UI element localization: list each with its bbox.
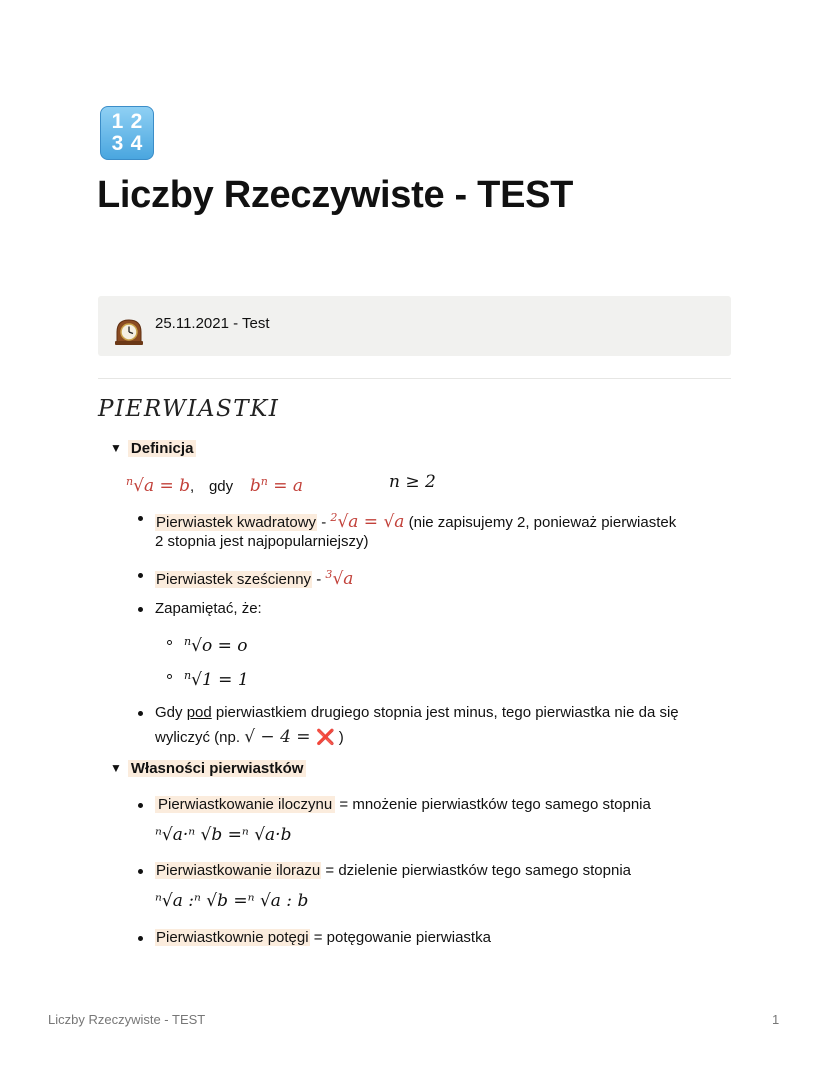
toggle-expanded-icon[interactable]: ▼ [110, 761, 122, 775]
sub-bullet [167, 640, 172, 645]
toggle-label: Własności pierwiastków [128, 760, 307, 777]
list-item: Pierwiastkowanie ilorazu = dzielenie pierwiastków tego samego stopnia [156, 862, 632, 879]
list-item: Pierwiastkowanie iloczynu = mnożenie pierwiastków tego samego stopnia [155, 793, 651, 817]
definition-formula [126, 470, 303, 499]
formula: ⁿ√a·ⁿ √b =ⁿ √a·b [155, 825, 292, 845]
toggle-expanded-icon[interactable]: ▼ [110, 441, 122, 455]
cross-mark-icon: ❌ [315, 728, 335, 746]
section-heading: PIERWIASTKI [98, 396, 280, 422]
sub-list-item: $^n$√o = o [184, 635, 248, 657]
math-inline: $^3$√a [325, 568, 354, 590]
math-range: n ≥ 2 [389, 472, 436, 492]
toggle-label: Definicja [128, 440, 197, 457]
date-callout [98, 296, 731, 356]
bullet [138, 573, 143, 578]
toggle-wlasnosci[interactable] [110, 760, 306, 777]
bullet [138, 803, 143, 808]
bullet [138, 869, 143, 874]
highlighted-term: Pierwiastek kwadratowy [156, 514, 317, 532]
page-number: 1 [772, 1012, 780, 1027]
icon-digit: 3 [111, 132, 124, 155]
list-item-continuation: 2 stopnia jest najpopularniejszy) [155, 533, 369, 550]
highlighted-term: Pierwiastek sześcienny [156, 571, 312, 589]
highlighted-term: Pierwiastkowanie ilorazu [156, 862, 321, 879]
bullet [138, 607, 143, 612]
callout-text: 25.11.2021 - Test [155, 315, 270, 332]
gdy-text: gdy [208, 478, 234, 496]
formula: ⁿ√a :ⁿ √b =ⁿ √a : b [155, 891, 309, 911]
comma: , [190, 478, 195, 496]
list-item: Pierwiastkownie potęgi = potęgowanie pierwiastka [156, 929, 491, 946]
math-condition: $b^n = a$ [249, 475, 304, 497]
bullet [138, 516, 143, 521]
math-lhs: $^n$√a = b [126, 475, 191, 497]
list-item-continuation: wyliczyć (np. √ − 4 = ❌ ) [155, 727, 344, 747]
list-item: Gdy pod pierwiastkiem drugiego stopnia jest minus, tego pierwiastka nie da się [155, 704, 679, 721]
bullet [138, 711, 143, 716]
list-item: Zapamiętać, że: [155, 600, 262, 617]
icon-digit: 2 [130, 110, 143, 133]
toggle-definicja[interactable] [110, 440, 196, 457]
sub-list-item: $^n$√1 = 1 [184, 669, 249, 691]
math-inline: $^2$√a = √a [330, 511, 405, 533]
page-title: Liczby Rzeczywiste - TEST [97, 174, 574, 216]
divider [98, 378, 731, 379]
bullet [138, 936, 143, 941]
list-item: Pierwiastek kwadratowy - $^2$√a = √a (nie zapisujemy 2, ponieważ pierwiastek [156, 511, 677, 533]
highlighted-term: Pierwiastkowanie iloczynu [155, 796, 335, 813]
numbers-icon [100, 106, 154, 160]
mantelpiece-clock-icon [114, 316, 144, 346]
sub-bullet [167, 674, 172, 679]
highlighted-term: Pierwiastkownie potęgi [156, 929, 309, 946]
footer-title: Liczby Rzeczywiste - TEST [48, 1012, 206, 1027]
icon-digit: 4 [130, 132, 143, 155]
icon-digit: 1 [111, 110, 124, 133]
list-item: Pierwiastek sześcienny - $^3$√a [156, 568, 354, 590]
